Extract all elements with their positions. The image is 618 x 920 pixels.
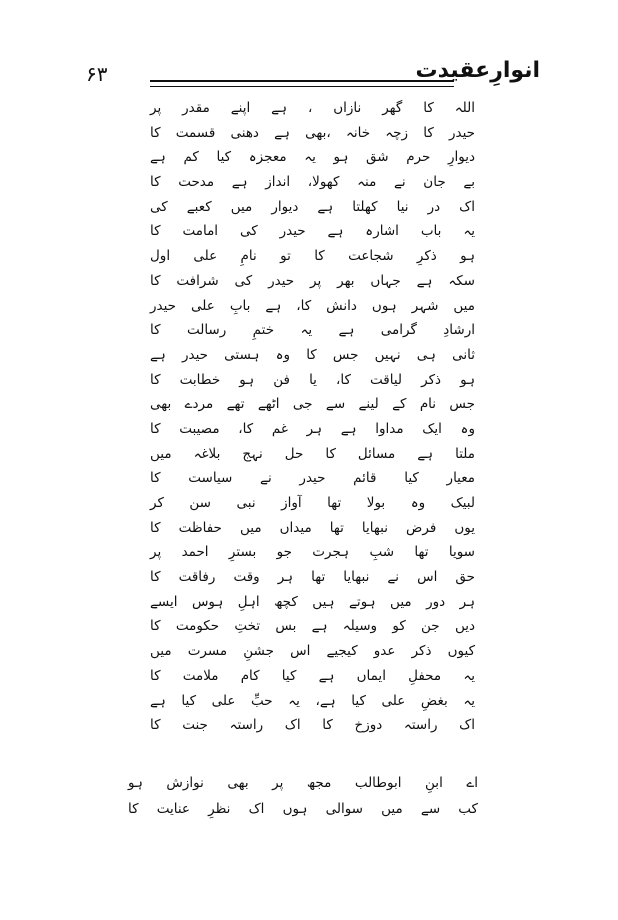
verse-line: حیدر کا زچہ خانہ ،بھی ہے دھنی قسمت کا	[150, 124, 475, 141]
verse-line: لبیک وہ بولا تھا آواز نبی سن کر	[150, 495, 475, 511]
verse-line: دیوارِ حرم شق ہو یہ معجزہ کیا کم ہے	[150, 149, 475, 166]
verse-line: وہ ایک مداوا ہے ہر غم کا، مصیبت کا	[150, 420, 475, 437]
closing-verse-block	[128, 770, 478, 822]
closing-verse-line: کب سے میں سوالی ہوں اک نظرِ عنایت کا	[128, 801, 478, 817]
verse-line: کیوں ذکر عدو کیجیے اس جشنِ مسرت میں	[150, 643, 475, 660]
verse-line: سکہ ہے جہاں بھر پر حیدر کی شرافت کا	[150, 272, 475, 289]
header-rule-top	[150, 80, 454, 82]
verse-line: معیار کیا قائم حیدر نے سیاست کا	[150, 470, 475, 487]
verse-line: جس نام کے لینے سے جی اٹھے تھے مردے بھی	[150, 396, 475, 413]
running-header: انوارِعقیدت	[415, 58, 540, 83]
verse-line: اللہ کا گھر نازاں ، ہے اپنے مقدر پر	[150, 100, 475, 116]
verse-line: یہ باب اشارہ ہے حیدر کی امامت کا	[150, 223, 475, 240]
header-rule-bottom	[150, 86, 454, 87]
closing-verse-line: اے ابنِ ابوطالب مجھ پر بھی نوازش ہو	[128, 775, 478, 791]
verse-line: حق اس نے نبھایا تھا ہر وقت رفاقت کا	[150, 569, 475, 586]
verse-line: سویا تھا شبِ ہجرت جو بسترِ احمد پر	[150, 544, 475, 561]
verse-line: ہر دور میں ہوتے ہیں کچھ اہلِ ہوس ایسے	[150, 593, 475, 610]
verse-line: اک در نیا کھلتا ہے دیوار میں کعبے کی	[150, 198, 475, 215]
verse-line: دیں جن کو وسیلہ ہے بس تختِ حکومت کا	[150, 618, 475, 635]
verse-line: ہو ذکر لیاقت کا، یا فن ہو خطابت کا	[150, 371, 475, 388]
verse-line: میں شہر ہوں دانش کا، ہے بابِ علی حیدر	[150, 297, 475, 314]
verse-line: ارشادِ گرامی ہے یہ ختمِ رسالت کا	[150, 322, 475, 339]
verse-line: اک راستہ دوزخ کا اک راستہ جنت کا	[150, 717, 475, 734]
verse-line: بے جان نے منہ کھولا، انداز ہے مدحت کا	[150, 174, 475, 191]
verse-line: ثانی ہی نہیں جس کا وہ ہستی حیدر ہے	[150, 346, 475, 363]
verse-line: یہ بغضِ علی کیا ہے، یہ حبِّ علی کیا ہے	[150, 692, 475, 709]
verse-line: ملتا ہے مسائل کا حل نہج بلاغہ میں	[150, 445, 475, 462]
page-number: ۶۳	[86, 62, 108, 86]
verse-line: یہ محفلِ ایماں ہے کیا کام ملامت کا	[150, 667, 475, 684]
verse-line: یوں فرض نبھایا تھا میداں میں حفاظت کا	[150, 519, 475, 536]
verse-block	[150, 96, 475, 738]
verse-line: ہو ذکرِ شجاعت کا تو نامِ علی اول	[150, 248, 475, 265]
